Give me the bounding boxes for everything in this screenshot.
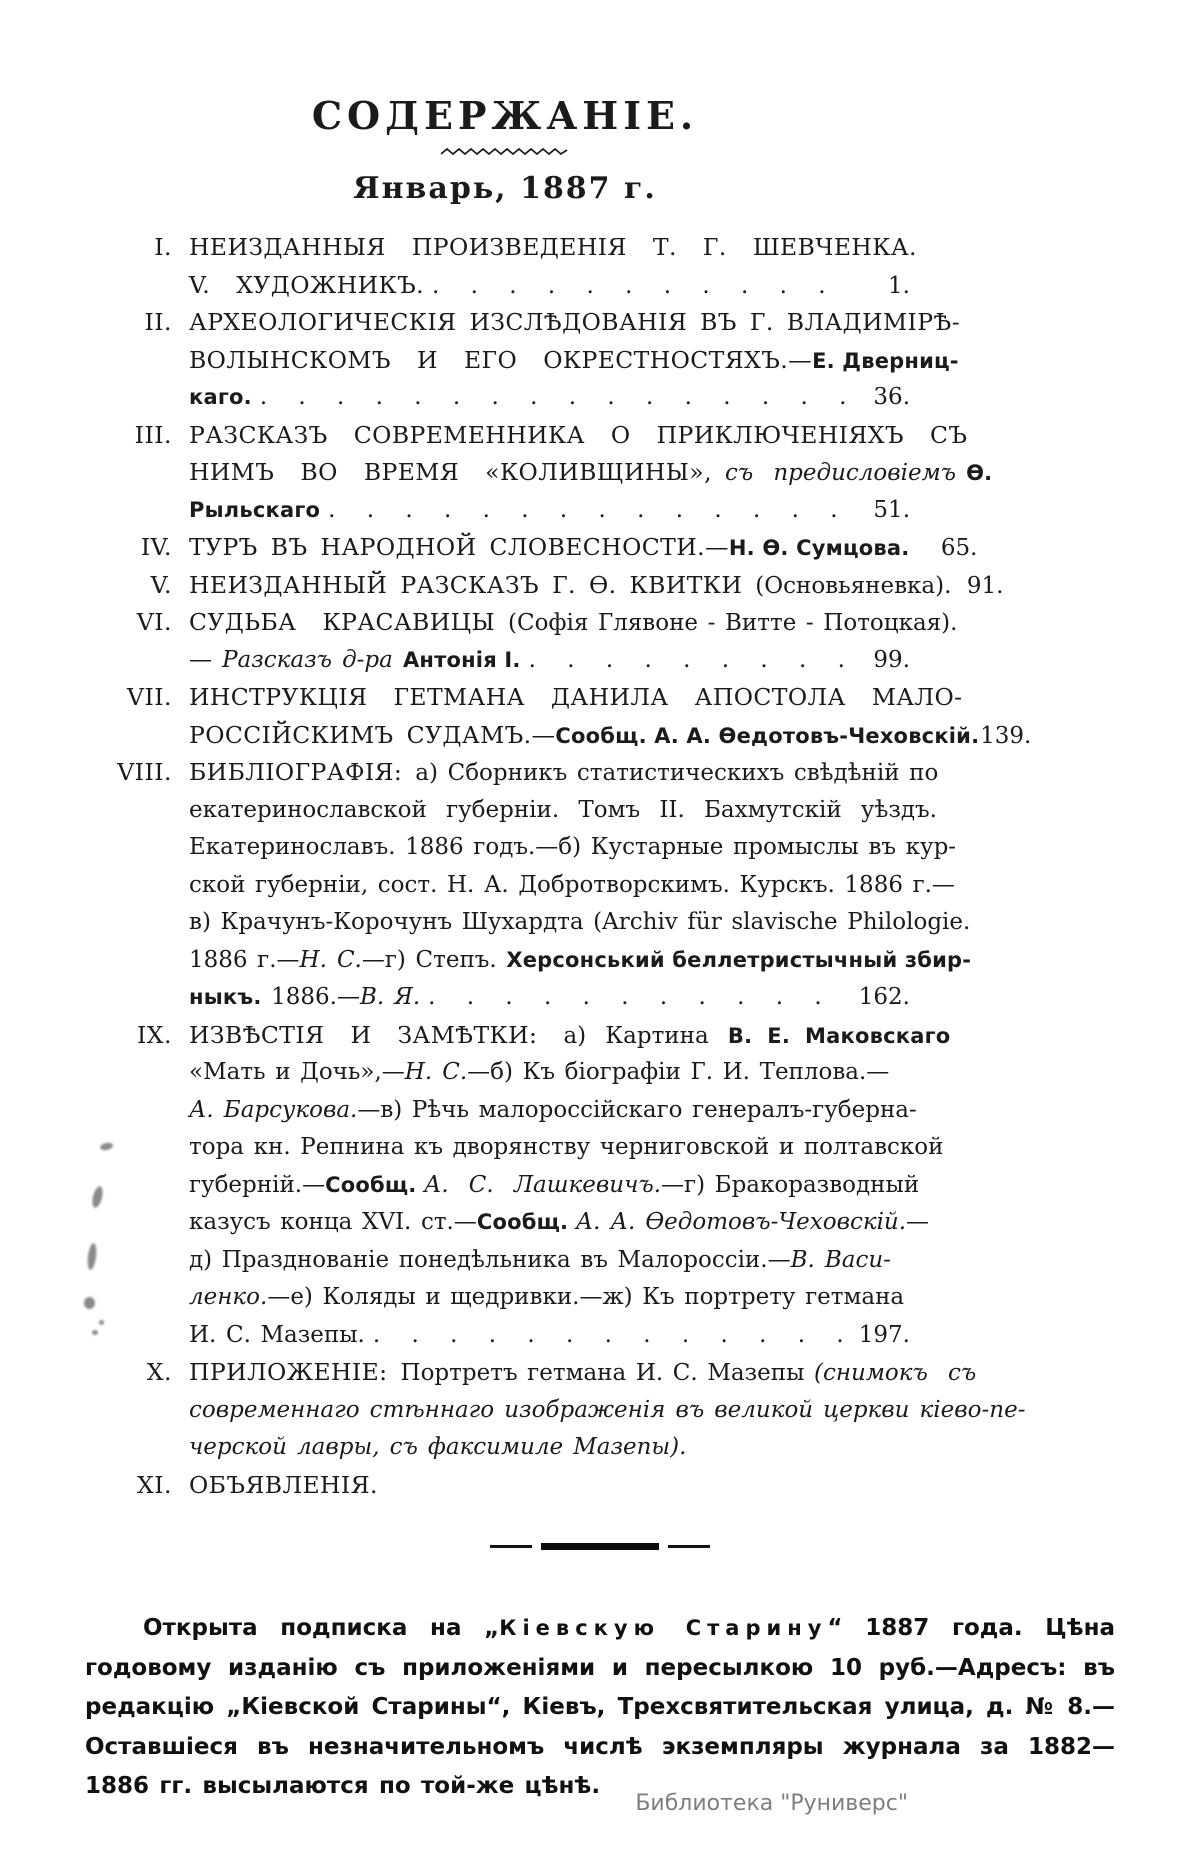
toc-page-number: 65. bbox=[940, 535, 978, 561]
footer-text-segment: Кіевскую Старину bbox=[499, 1616, 828, 1640]
toc-entry-number: VII. bbox=[126, 683, 172, 711]
toc-text-segment: съ предисловіемъ bbox=[725, 460, 967, 486]
toc-entry bbox=[100, 1354, 1026, 1467]
toc-text-segment: тора кн. Репнина къ дворянству черниговской и полтавской bbox=[189, 1134, 944, 1160]
toc-text-segment: 1886 г.— bbox=[189, 946, 300, 973]
toc-line bbox=[189, 1354, 977, 1392]
toc-line bbox=[189, 1204, 930, 1242]
leader-dots bbox=[428, 979, 850, 1017]
toc-text-segment: Екатеринославъ. 1886 годъ.—б) Кустарные промыслы въ кур- bbox=[189, 834, 957, 860]
toc-entry bbox=[100, 417, 993, 530]
leader-dots bbox=[373, 1317, 850, 1355]
toc-text-segment: В. Е. Маковскаго bbox=[727, 1023, 951, 1048]
toc-entry-body bbox=[189, 1354, 1026, 1467]
toc-text-segment: (Софія Глявоне - Витте - Потоцкая). bbox=[508, 610, 958, 636]
toc-text-segment: В. Я. bbox=[359, 984, 421, 1010]
toc-entry-body bbox=[189, 1017, 951, 1355]
toc-text-segment: ТУРЪ ВЪ НАРОДНОЙ СЛОВЕСНОСТИ.— bbox=[189, 533, 729, 561]
toc-entry bbox=[100, 1017, 951, 1355]
toc-line bbox=[189, 567, 1004, 605]
toc-text-segment: ВОЛЫНСКОМЪ И ЕГО ОКРЕСТНОСТЯХЪ.— bbox=[189, 345, 813, 374]
toc-text-segment: ныкъ. bbox=[189, 985, 262, 1009]
toc-entry-body bbox=[189, 567, 1004, 605]
library-watermark: Библиотека "Руниверс" bbox=[635, 1791, 908, 1816]
toc-text-segment: екатеринославской губерніи. Томъ II. Бахмутскій уѣздъ. bbox=[189, 796, 937, 823]
toc-text-segment: —е) Коляды и щедривки.—ж) Къ портрету гетмана bbox=[267, 1284, 905, 1310]
toc-line bbox=[189, 1392, 1026, 1430]
toc-text-segment: а) Картина bbox=[563, 1022, 728, 1049]
toc-line bbox=[189, 379, 910, 417]
toc-text-segment: 1886.— bbox=[261, 984, 360, 1010]
toc-text-segment: —г) Бракоразводный bbox=[661, 1171, 920, 1198]
toc-line bbox=[189, 342, 959, 380]
toc-page-number: 1. bbox=[888, 272, 910, 299]
toc-entry-number: XI. bbox=[137, 1470, 172, 1499]
ink-stain bbox=[99, 1320, 104, 1325]
toc-text-segment: НИМЪ ВО ВРЕМЯ «КОЛИВЩИНЫ», bbox=[189, 458, 725, 486]
toc-entry-body bbox=[189, 417, 993, 530]
toc-text-segment: И. С. Мазепы. bbox=[189, 1321, 365, 1348]
toc-text-segment: БИБЛІОГРАФІЯ: bbox=[189, 758, 416, 786]
toc-entry-number: II. bbox=[144, 308, 172, 336]
toc-text-segment: в) Крачунъ-Корочунъ Шухардта (Archiv für slavische Philologie. bbox=[189, 909, 971, 935]
toc-line bbox=[189, 642, 910, 680]
toc-line bbox=[189, 942, 972, 980]
toc-entry bbox=[100, 304, 961, 417]
section-divider bbox=[0, 1543, 1200, 1550]
toc-entry-number: IV. bbox=[140, 533, 172, 561]
footer-note bbox=[85, 1609, 1115, 1807]
issue-heading: Январь, 1887 г. bbox=[353, 171, 657, 206]
toc-text-segment: Сообщ. bbox=[476, 1210, 576, 1234]
toc-line bbox=[189, 1467, 910, 1505]
toc-text-segment: губерній.— bbox=[189, 1171, 326, 1198]
toc-text-segment: АРХЕОЛОГИЧЕСКІЯ ИЗСЛѢДОВАНІЯ ВЪ Г. ВЛАДИМІРѢ- bbox=[189, 308, 961, 336]
footer-text-segment: Открыта подписка на „ bbox=[143, 1615, 500, 1641]
toc-text-segment: ОБЪЯВЛЕНІЯ. bbox=[189, 1470, 378, 1499]
toc-line bbox=[189, 604, 958, 642]
toc-text-segment: В. Васи- bbox=[790, 1246, 891, 1273]
toc-text-segment: — Разсказъ д-ра bbox=[189, 646, 403, 673]
toc-text-segment: а) Сборникъ статистическихъ свѣдѣній по bbox=[415, 760, 939, 786]
toc-text-segment: Херсонський беллетристычный збир- bbox=[506, 947, 972, 972]
toc-text-segment: Н. Ѳ. Сумцова. bbox=[728, 536, 910, 560]
toc-page-number: 162. bbox=[858, 984, 910, 1010]
toc-line bbox=[189, 304, 961, 342]
toc-line bbox=[189, 1279, 910, 1317]
page-title: СОДЕРЖАНІЕ. bbox=[311, 93, 699, 138]
toc-entry-number: V. bbox=[150, 570, 172, 599]
toc-text-segment: Портретъ гетмана И. С. Мазепы bbox=[400, 1360, 814, 1386]
toc-entry bbox=[100, 754, 972, 1017]
toc-text-segment: современнаго стѣннаго изображенія въ великой церкви кіево-пе- bbox=[189, 1396, 1026, 1423]
divider-thin-right bbox=[668, 1545, 710, 1548]
toc-page-number: 139. bbox=[980, 722, 1032, 749]
toc-line bbox=[189, 717, 1032, 755]
toc-page-number: 36. bbox=[873, 384, 910, 410]
toc-line bbox=[189, 1317, 910, 1355]
toc-line bbox=[189, 679, 963, 717]
toc-line bbox=[189, 979, 910, 1017]
toc-text-segment: V. ХУДОЖНИКЪ. bbox=[189, 270, 425, 299]
toc-line bbox=[189, 1429, 910, 1467]
leader-dots bbox=[432, 268, 850, 306]
toc-text-segment: ИЗВѢСТІЯ И ЗАМѢТКИ: bbox=[189, 1020, 564, 1049]
toc-entry-body bbox=[189, 679, 1032, 754]
toc-text-segment: каго. bbox=[189, 385, 252, 409]
page-header bbox=[100, 0, 910, 208]
toc-text-segment: ПРИЛОЖЕНІЕ: bbox=[189, 1358, 401, 1386]
ink-stain bbox=[86, 1243, 97, 1271]
toc-entry bbox=[100, 229, 917, 304]
divider-thin-left bbox=[490, 1545, 532, 1548]
toc-line bbox=[189, 267, 910, 305]
toc-text-segment: Н. С. bbox=[299, 946, 362, 973]
toc-entry-body bbox=[189, 229, 917, 304]
toc-list bbox=[100, 229, 1032, 1504]
toc-entry-body bbox=[189, 754, 972, 1017]
toc-entry-number: III. bbox=[134, 420, 172, 449]
toc-text-segment: ИНСТРУКЦІЯ ГЕТМАНА ДАНИЛА АПОСТОЛА МАЛО- bbox=[189, 683, 963, 711]
toc-entry bbox=[100, 529, 978, 567]
toc-text-segment: (Основьяневка). bbox=[755, 572, 952, 599]
leader-dots bbox=[529, 642, 850, 680]
toc-entry bbox=[100, 604, 958, 679]
toc-entry-body bbox=[189, 604, 958, 679]
toc-page-number: 91. bbox=[966, 572, 1004, 599]
toc-page-number: 99. bbox=[873, 646, 910, 673]
toc-text-segment: (снимокъ съ bbox=[814, 1360, 977, 1386]
leader-dots bbox=[328, 492, 850, 530]
toc-text-segment: казусъ конца XVI. ст.— bbox=[189, 1209, 477, 1235]
toc-entry bbox=[100, 679, 1032, 754]
toc-line bbox=[189, 492, 910, 530]
toc-text-segment: РАЗСКАЗЪ СОВРЕМЕННИКА О ПРИКЛЮЧЕНІЯХЪ СЪ bbox=[189, 420, 968, 449]
toc-entry bbox=[100, 1467, 910, 1505]
toc-line bbox=[189, 454, 993, 492]
toc-line bbox=[189, 417, 968, 455]
toc-text-segment: ской губерніи, сост. Н. А. Добротворскимъ. Курскъ. 1886 г.— bbox=[189, 871, 955, 898]
toc-line bbox=[189, 754, 939, 792]
toc-text-segment: —в) Рѣчь малороссійскаго генералъ-губерна- bbox=[357, 1096, 917, 1123]
footer-text-segment: “ 1887 года. Цѣна годовому изданію съ приложеніями и пересылкою 10 руб.—Адресъ: въ редакцію „Кіевской Старины“, Кіевъ, Трехсвятительская улица, д. № 8.— Оставшіеся въ незначительномъ числѣ экземпляры журнала за 1882—1886 гг. высылаются по той-же цѣнѣ. bbox=[85, 1615, 1115, 1799]
toc-entry-body bbox=[189, 1467, 910, 1505]
toc-entry-number: IX. bbox=[137, 1020, 172, 1049]
toc-page-number: 197. bbox=[858, 1321, 910, 1348]
toc-text-segment: д) Празднованіе понедѣльника въ Малороссіи.— bbox=[189, 1246, 791, 1273]
toc-text-segment: НЕИЗДАННЫЙ РАЗСКАЗЪ Г. Ѳ. КВИТКИ bbox=[189, 570, 756, 599]
toc-line bbox=[189, 1054, 910, 1092]
toc-line bbox=[189, 1242, 910, 1280]
toc-text-segment: А. А. Ѳедотовъ-Чеховскій.— bbox=[575, 1209, 930, 1235]
toc-line bbox=[189, 904, 971, 942]
toc-line bbox=[189, 229, 917, 267]
ink-stain bbox=[92, 1330, 98, 1335]
toc-entry-body bbox=[189, 304, 961, 417]
leader-dots bbox=[260, 379, 850, 417]
toc-entry bbox=[100, 567, 1004, 605]
toc-line bbox=[189, 1167, 920, 1205]
toc-entry-body bbox=[189, 529, 978, 567]
toc-text-segment: Е. Дверниц- bbox=[812, 348, 959, 373]
toc-text-segment: ленко. bbox=[189, 1284, 268, 1310]
toc-text-segment: Ѳ. bbox=[966, 461, 993, 485]
toc-entry-number: VI. bbox=[136, 608, 172, 636]
toc-text-segment: —г) Степъ. bbox=[361, 946, 507, 973]
toc-entry-number: I. bbox=[154, 233, 172, 261]
toc-line bbox=[189, 792, 937, 830]
toc-text-segment: А. Барсукова. bbox=[189, 1096, 358, 1123]
toc-text-segment: Рыльскаго bbox=[189, 497, 321, 522]
toc-text-segment: Антонія І. bbox=[402, 647, 521, 672]
toc-text-segment: «Мать и Дочь»,— bbox=[189, 1059, 405, 1085]
toc-text-segment: А. С. Лашкевичъ. bbox=[423, 1171, 662, 1198]
toc-entry-number: VIII. bbox=[117, 758, 172, 786]
toc-text-segment: Н. С. bbox=[404, 1059, 468, 1085]
toc-page-number: 51. bbox=[873, 496, 910, 523]
content-column bbox=[100, 0, 1032, 1504]
divider-thick bbox=[541, 1543, 659, 1550]
toc-line bbox=[189, 1129, 944, 1167]
ink-stain bbox=[84, 1297, 95, 1309]
toc-line bbox=[189, 829, 957, 867]
toc-line bbox=[189, 867, 955, 905]
toc-text-segment: РОССІЙСКИМЪ СУДАМЪ.— bbox=[189, 720, 556, 749]
toc-text-segment: СУДЬБА КРАСАВИЦЫ bbox=[189, 608, 509, 636]
toc-text-segment: НЕИЗДАННЫЯ ПРОИЗВЕДЕНІЯ Т. Г. ШЕВЧЕНКА. bbox=[189, 233, 917, 261]
toc-line bbox=[189, 529, 978, 567]
squiggle-divider bbox=[439, 147, 571, 157]
toc-line bbox=[189, 1017, 951, 1055]
toc-line bbox=[189, 1092, 917, 1130]
toc-text-segment: черской лавры, съ факсимиле Мазепы). bbox=[189, 1434, 687, 1460]
toc-text-segment: —б) Къ біографіи Г. И. Теплова.— bbox=[467, 1059, 890, 1085]
toc-text-segment: Сообщ. А. А. Ѳедотовъ-Чеховскій. bbox=[555, 723, 980, 748]
toc-entry-number: X. bbox=[146, 1358, 172, 1386]
toc-text-segment: Сообщ. bbox=[325, 1172, 424, 1197]
